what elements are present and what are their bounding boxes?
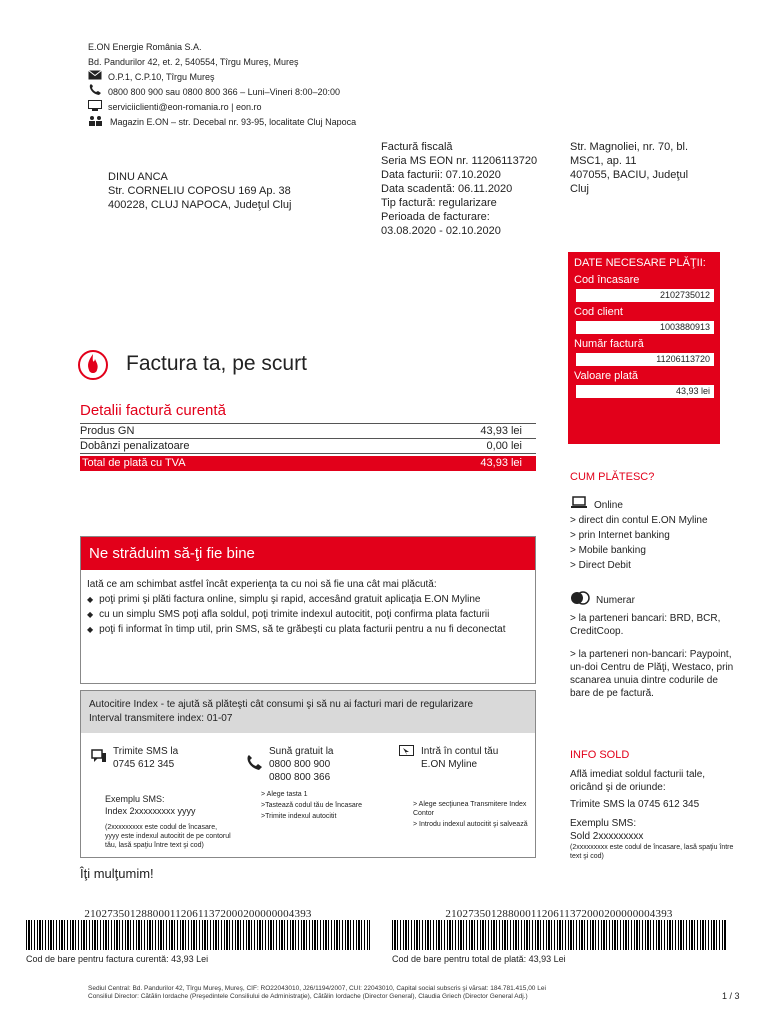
barcode-number: 2102735012880001120611372000200000004393	[445, 908, 673, 920]
sms-number: 0745 612 345	[113, 759, 175, 770]
payment-item-label: Valoare plată	[574, 370, 639, 382]
payment-data-panel	[568, 252, 720, 444]
details-total-row	[80, 456, 536, 471]
improvements-box	[80, 536, 536, 684]
sms-example-title: Exemplu SMS:	[105, 794, 165, 804]
web-subtitle[interactable]: E.ON Myline	[421, 759, 478, 770]
payment-item-value: 11206113720	[576, 353, 714, 366]
balance-example-note: (2xxxxxxxxx este codul de încasare, lasă spaţiu între text şi cod)	[570, 844, 734, 860]
legal-footer	[88, 985, 708, 1001]
invoice-period-label: Perioada de facturare:	[381, 211, 490, 223]
balance-example-value: Sold 2xxxxxxxxx	[570, 831, 644, 842]
footer-line: Consiliul Director: Cătălin Iordache (Preşedintele Consiliului de Administraţie), Cătălin Iordache (Director General), Claudia Griech (Director General Adj.)	[88, 993, 528, 1000]
recipient-city: 400228, CLUJ NAPOCA, Judeţul Cluj	[108, 199, 292, 211]
page-number: 1 / 3	[722, 991, 740, 1001]
sms-phone-icon	[91, 749, 107, 767]
consumption-address-line: Str. Magnoliei, nr. 70, bl.	[570, 141, 689, 153]
people-icon	[88, 115, 104, 131]
mail-envelope-icon	[88, 70, 102, 85]
barcode-current-invoice	[26, 908, 370, 965]
flame-icon	[78, 346, 108, 387]
details-row-label: Dobânzi penalizatoare	[80, 440, 190, 452]
call-step: >Trimite indexul autocitit	[261, 813, 337, 820]
details-row-value: 43,93 lei	[480, 425, 522, 437]
sms-example-note: (2xxxxxxxxx este codul de încasare, yyyy este indexul autocitit de pe contorul tău, lasă spaţiu între text şi cod)	[105, 824, 231, 849]
diamond-bullet-icon: ◆	[87, 610, 94, 619]
web-step: > Introdu indexul autocitit şi salvează	[413, 821, 528, 828]
web-step: > Alege secţiunea Transmitere Index Contor	[413, 801, 527, 817]
barcode-number: 2102735012880001120611372000200000004393	[84, 908, 312, 920]
payment-item-value: 43,93 lei	[576, 385, 714, 398]
details-row-label: Produs GN	[80, 425, 135, 437]
call-step: > Alege tasta 1	[261, 791, 308, 798]
payment-item-label: Număr factură	[574, 338, 644, 350]
recipient-street: Str. CORNELIU COPOSU 169 Ap. 38	[108, 185, 291, 197]
company-email[interactable]: serviciiclienti@eon-romania.ro | eon.ro	[108, 102, 262, 112]
company-address: Bd. Pandurilor 42, et. 2, 540554, Tîrgu Mureş, Mureş	[88, 57, 299, 67]
recipient-name: DINU ANCA	[108, 171, 168, 183]
invoice-period: 03.08.2020 - 02.10.2020	[381, 225, 501, 237]
invoice-due-date: Data scadentă: 06.11.2020	[381, 183, 513, 195]
improvements-title: Ne străduim să-ţi fie bine	[81, 537, 535, 570]
cash-nonbanks: > la parteneri non-bancari: Paypoint, un-doi Centru de Plăţi, Westaco, prin scanarea unuia dintre codurile de bare de pe factură.	[570, 649, 734, 699]
online-label: Online	[594, 499, 623, 511]
how-to-pay-title: CUM PLĂTESC?	[570, 471, 655, 483]
improvements-bullet: cu un simplu SMS poţi afla soldul, poţi trimite indexul autocitit, poţi confirma plata facturii	[99, 609, 490, 620]
balance-info-text: Află imediat soldul facturii tale, oricând şi de oriunde:	[570, 769, 706, 793]
call-step: >Tastează codul tău de încasare	[261, 802, 362, 809]
call-column	[245, 745, 385, 821]
company-shop: Magazin E.ON – str. Decebal nr. 93-95, localitate Cluj Napoca	[110, 117, 357, 127]
diamond-bullet-icon: ◆	[87, 625, 94, 634]
company-phone: 0800 800 900 sau 0800 800 366 – Luni–Vineri 8:00–20:00	[108, 87, 341, 97]
balance-info-sms: Trimite SMS la 0745 612 345	[570, 799, 700, 810]
self-reading-interval: Interval transmitere index: 01-07	[89, 713, 233, 724]
payment-item-label: Cod client	[574, 306, 623, 318]
online-option: > prin Internet banking	[570, 530, 670, 541]
invoice-kind: Tip factură: regularizare	[381, 197, 497, 209]
invoice-type: Factură fiscală	[381, 141, 453, 153]
how-to-pay	[570, 470, 740, 700]
cash-label: Numerar	[596, 594, 635, 606]
call-number: 0800 800 900	[269, 759, 331, 770]
recipient-address	[108, 170, 358, 212]
barcode-caption: Cod de bare pentru factura curentă: 43,93 Lei	[26, 954, 209, 964]
self-reading-box	[80, 690, 536, 858]
footer-line: Sediul Central: Bd. Pandurilor 42, Tîrgu Mureş, Mureş, CIF: RO22043010, J26/1194/2007, CUI: 22043010, Capital social subscris şi vărsat: 184.781.415,00 Lei	[88, 985, 546, 992]
coins-icon	[570, 590, 590, 610]
invoice-date: Data facturii: 07.10.2020	[381, 169, 501, 181]
payment-item-value: 1003880913	[576, 321, 714, 334]
diamond-bullet-icon: ◆	[87, 595, 94, 604]
details-total-label: Total de plată cu TVA	[82, 457, 186, 469]
barcode-image	[392, 920, 726, 950]
phone-handset-icon	[245, 755, 263, 775]
consumption-address-line: 407055, BACIU, Judeţul	[570, 169, 689, 181]
balance-info	[570, 748, 740, 861]
invoice-details	[80, 402, 536, 471]
improvements-bullet: poţi fi informat în timp util, prin SMS, să te grăbeşti cu plata facturii pentru a nu fi deconectat	[99, 624, 506, 635]
payment-item-label: Cod încasare	[574, 274, 640, 286]
cursor-window-icon	[399, 745, 415, 763]
company-contact-block	[88, 40, 408, 130]
online-option: > direct din contul E.ON Myline	[570, 515, 708, 526]
balance-example-title: Exemplu SMS:	[570, 818, 637, 829]
details-row-value: 0,00 lei	[486, 440, 522, 452]
details-title: Detalii factură curentă	[80, 402, 536, 424]
details-row	[80, 439, 536, 454]
call-title: Sună gratuit la	[269, 746, 334, 757]
self-reading-subtitle: - te ajută să plăteşti cât consumi şi să nu ai facturi mari de regularizare	[157, 699, 474, 710]
barcode-caption: Cod de bare pentru total de plată: 43,93 Lei	[392, 954, 566, 964]
company-po-box: O.P.1, C.P.10, Tîrgu Mureş	[108, 72, 215, 82]
sms-example-value: Index 2xxxxxxxxx yyyy	[105, 806, 196, 816]
sms-column	[91, 745, 231, 850]
sms-title: Trimite SMS la	[113, 746, 179, 757]
details-row	[80, 424, 536, 439]
improvements-bullet: poţi primi şi plăti factura online, simplu şi rapid, accesând gratuit aplicaţia E.ON Myline	[99, 594, 481, 605]
payment-data-title: DATE NECESARE PLĂŢII:	[574, 257, 706, 269]
cash-banks: > la parteneri bancari: BRD, BCR, CreditCoop.	[570, 613, 721, 637]
invoice-series: Seria MS EON nr. 11206113720	[381, 155, 538, 167]
web-title: Intră în contul tău	[421, 746, 499, 757]
details-total-value: 43,93 lei	[480, 457, 522, 469]
company-name: E.ON Energie România S.A.	[88, 42, 202, 52]
barcode-image	[26, 920, 370, 950]
consumption-address	[570, 140, 740, 196]
self-reading-title: Autocitire Index	[89, 699, 158, 710]
online-option: > Direct Debit	[570, 560, 631, 571]
laptop-icon	[570, 496, 588, 514]
call-number: 0800 800 366	[269, 772, 331, 783]
phone-icon	[88, 84, 102, 101]
barcode-total-payment	[392, 908, 726, 965]
summary-title: Factura ta, pe scurt	[126, 352, 307, 375]
balance-info-title: INFO SOLD	[570, 749, 630, 761]
consumption-address-line: Cluj	[570, 183, 589, 195]
invoice-info	[381, 140, 566, 238]
web-column	[399, 745, 539, 829]
online-option: > Mobile banking	[570, 545, 646, 556]
monitor-icon	[88, 100, 102, 116]
consumption-address-line: MSC1, ap. 11	[570, 155, 637, 167]
improvements-intro: Iată ce am schimbat astfel încât experienţa ta cu noi să fie una cât mai plăcută:	[87, 579, 437, 590]
payment-item-value: 2102735012	[576, 289, 714, 302]
thanks-text: Îţi mulţumim!	[80, 866, 154, 881]
